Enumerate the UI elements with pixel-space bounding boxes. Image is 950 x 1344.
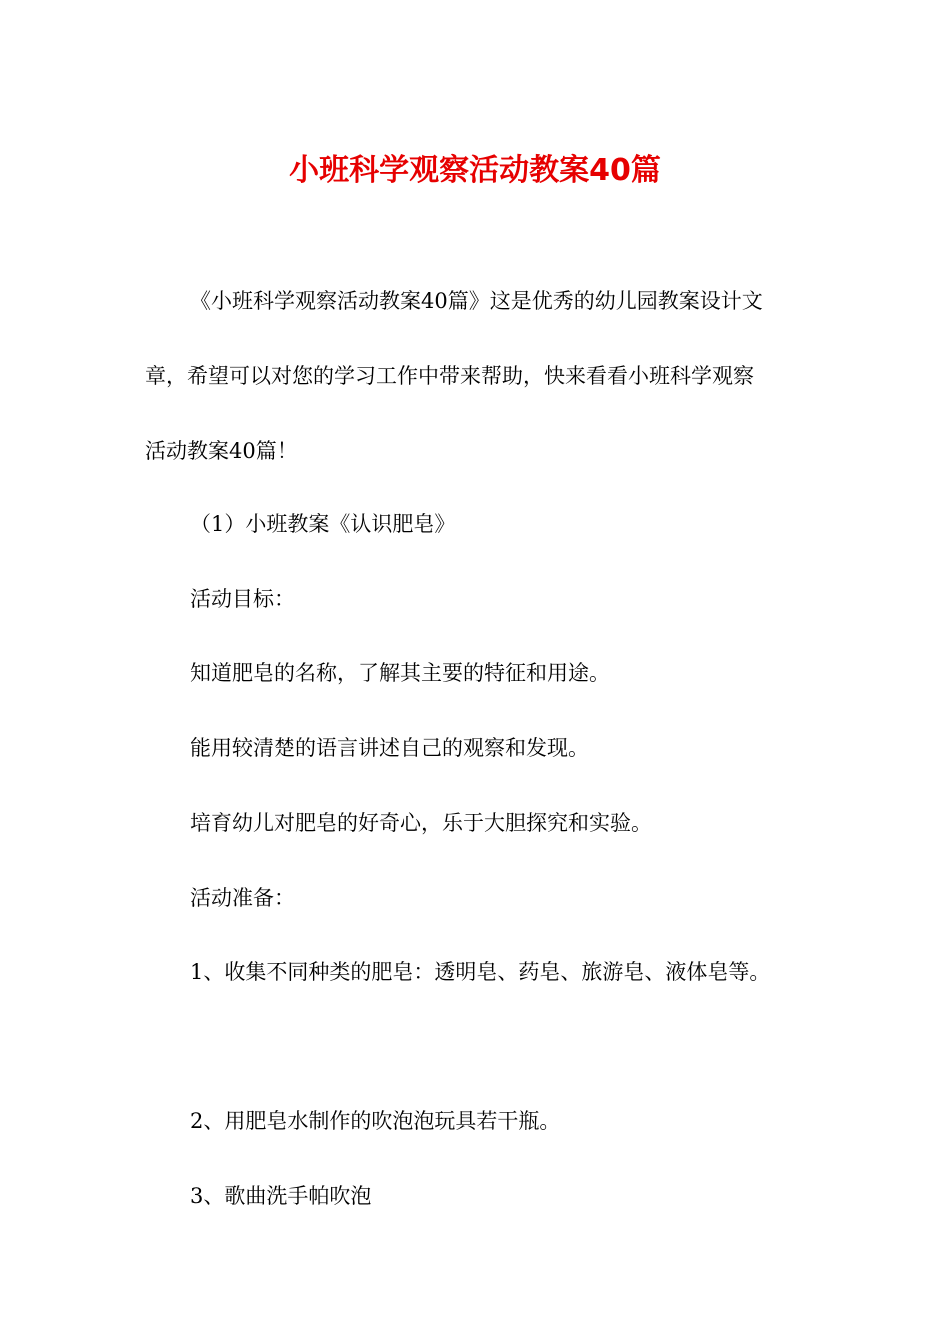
prep-item: 3、歌曲洗手帕吹泡	[190, 1184, 372, 1208]
intro-line: 《小班科学观察活动教案40篇》这是优秀的幼儿园教案设计文	[190, 289, 763, 313]
goal-item: 能用较清楚的语言讲述自己的观察和发现。	[190, 736, 589, 760]
prep-item: 1、收集不同种类的肥皂：透明皂、药皂、旅游皂、液体皂等。	[190, 960, 771, 984]
page-title: 小班科学观察活动教案40篇	[289, 153, 661, 188]
goal-item: 知道肥皂的名称，了解其主要的特征和用途。	[190, 661, 610, 685]
goal-item: 培育幼儿对肥皂的好奇心，乐于大胆探究和实验。	[190, 811, 652, 835]
intro-line: 章，希望可以对您的学习工作中带来帮助，快来看看小班科学观察	[145, 364, 754, 388]
intro-line: 活动教案40篇！	[145, 439, 298, 463]
section-heading: （1）小班教案《认识肥皂》	[190, 512, 456, 536]
goals-heading: 活动目标：	[190, 587, 295, 611]
prep-item: 2、用肥皂水制作的吹泡泡玩具若干瓶。	[190, 1109, 561, 1133]
prep-heading: 活动准备：	[190, 886, 295, 910]
